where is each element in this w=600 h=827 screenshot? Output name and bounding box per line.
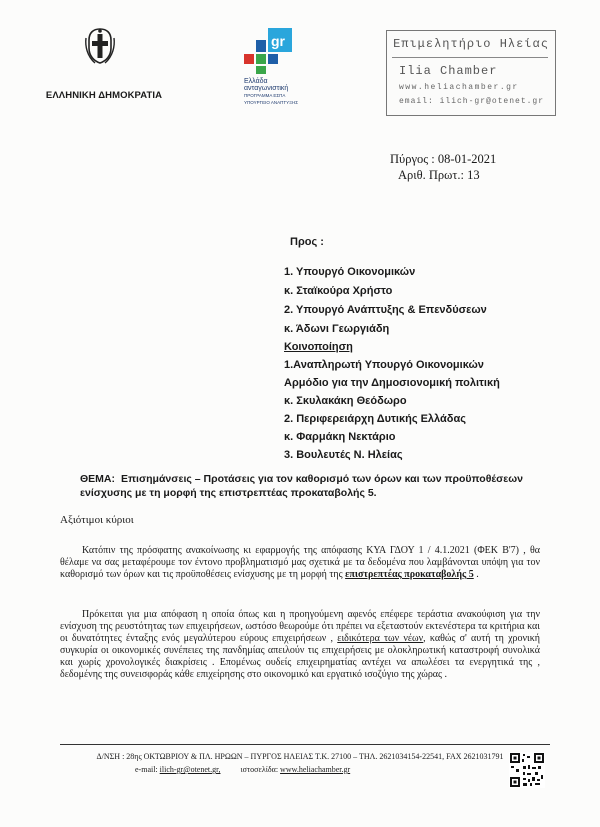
footer-site-link[interactable]: www.heliachamber.gr xyxy=(280,765,351,774)
subject-block xyxy=(80,472,540,500)
p2-text: Πρόκειται για μια απόφαση η οποία όπως και η προηγούμενη αφενός επέφερε τεράστια ανακούφιση για την ενίσχυση της ρευστότητας των επιχειρήσεων, ωστόσο θεωρούμε ότι πρέπει να εξεταστούν εκτενέστερα τα κριτήρια και οι δυνατότητες ένταξης ενός μεγαλύτερου εύρους επιχειρήσεων , xyxy=(60,609,540,644)
stamp-divider xyxy=(392,57,548,58)
protocol-number: Αριθ. Πρωτ.: 13 xyxy=(398,168,480,182)
republic-label: ΕΛΛΗΝΙΚΗ ΔΗΜΟΚΡΑΤΙΑ xyxy=(45,90,163,101)
body-paragraph-1 xyxy=(60,545,540,581)
program-logo-line: ΠΡΟΓΡΑΜΜΑ ΕΣΠΑ xyxy=(244,93,286,98)
footer-email-link[interactable]: ilich-gr@otenet.gr, xyxy=(159,765,221,774)
footer-contacts xyxy=(135,765,535,774)
program-logo-icon xyxy=(242,26,294,76)
chamber-stamp xyxy=(386,30,556,116)
program-logo-line: ΥΠΟΥΡΓΕΙΟ ΑΝΑΠΤΥΞΗΣ xyxy=(244,100,299,105)
stamp-website: www.heliachamber.gr xyxy=(399,83,519,92)
document-date: Πύργος : 08-01-2021 xyxy=(390,152,497,166)
subject-label: ΘΕΜΑ: xyxy=(80,473,115,485)
program-logo-text xyxy=(244,78,304,106)
greeting: Αξιότιμοι κύριοι xyxy=(60,514,134,526)
footer-divider xyxy=(60,744,550,745)
footer-site-label: ιστοσελίδα: xyxy=(240,765,279,774)
recipient-line: 1.Αναπληρωτή Υπουργό Οικονομικών xyxy=(284,359,484,371)
recipient-line: 3. Βουλευτές Ν. Ηλείας xyxy=(284,449,403,461)
recipient-line: κ. Σταϊκούρα Χρήστο xyxy=(284,285,393,297)
program-logo-line: ανταγωνιστική xyxy=(244,85,289,92)
cc-heading: Κοινοποίηση xyxy=(284,341,353,353)
recipient-line: 2. Περιφερειάρχη Δυτικής Ελλάδας xyxy=(284,413,466,425)
greek-emblem-icon xyxy=(83,26,117,66)
recipient-line: κ. Φαρμάκη Νεκτάριο xyxy=(284,431,396,443)
footer-address: Δ/ΝΣΗ : 28ης ΟΚΤΩΒΡΙΟΥ & ΠΛ. ΗΡΩΩΝ – ΠΥΡΓΟΣ ΗΛΕΙΑΣ Τ.Κ. 27100 – ΤΗΛ. 2621034154-22541, FAX 2621031791 xyxy=(96,752,504,761)
stamp-email: email: ilich-gr@otenet.gr xyxy=(399,97,545,106)
recipients-heading: Προς : xyxy=(290,236,324,248)
p2-emphasis: ειδικότερα των νέων xyxy=(337,633,424,644)
recipient-line: Αρμόδιο για την Δημοσιονομική πολιτική xyxy=(284,377,500,389)
recipient-line: κ. Σκυλακάκη Θεόδωρο xyxy=(284,395,407,407)
p1-end: . xyxy=(473,569,479,580)
body-paragraph-2 xyxy=(60,609,540,681)
p2-end: , καθώς σ' αυτή τη χρονική συγκυρία οι οικονομικές συνέπειες της πανδημίας απειλούν τις επιχειρήσεις με ολοκληρωτική καταστροφή συνολικά και χωρίς χρονολογικές διακρίσεις . Επομένως ουδείς επιχειρηματίας αντέχει να απωλέσει τα ενεργητικά της , δεδομένης της συνεισφοράς κάθε επιχείρησης στο οικονομικό και εργατικό ισοζύγιο της χώρας . xyxy=(60,633,541,680)
recipient-line: κ. Άδωνι Γεωργιάδη xyxy=(284,323,390,335)
footer-email-label: e-mail: xyxy=(135,765,158,774)
qr-code-icon xyxy=(509,752,545,788)
program-logo-mark: gr xyxy=(271,33,285,49)
p1-emphasis: επιστρεπτέας προκαταβολής 5 xyxy=(345,569,474,580)
program-logo-line: Ελλάδα xyxy=(244,78,268,85)
stamp-name: Ilia Chamber xyxy=(399,64,498,78)
recipient-line: 2. Υπουργό Ανάπτυξης & Επενδύσεων xyxy=(284,304,487,316)
stamp-title: Επιμελητήριο Ηλείας xyxy=(393,37,549,51)
recipient-line: 1. Υπουργό Οικονομικών xyxy=(284,266,416,278)
subject-text: Επισημάνσεις – Προτάσεις για τον καθορισμό των όρων και των προϋποθέσεων ενίσχυσης με τη μορφή της επιστρεπτέας προκαταβολής 5. xyxy=(80,473,523,499)
p1-text: Κατόπιν της πρόσφατης ανακοίνωσης κι εφαρμογής της απόφασης ΚΥΑ ΓΔΟΥ 1 / 4.1.2021 (ΦΕΚ Β'7) , θα θέλαμε να σας μεταφέρουμε τον έντονο προβληματισμό μας σχετικά με τα δεδομένα που λαμβάνονται υπόψη για τον καθορισμό των όρων και τις προϋποθέσεις ενίσχυσης με τη μορφή της xyxy=(60,545,540,580)
